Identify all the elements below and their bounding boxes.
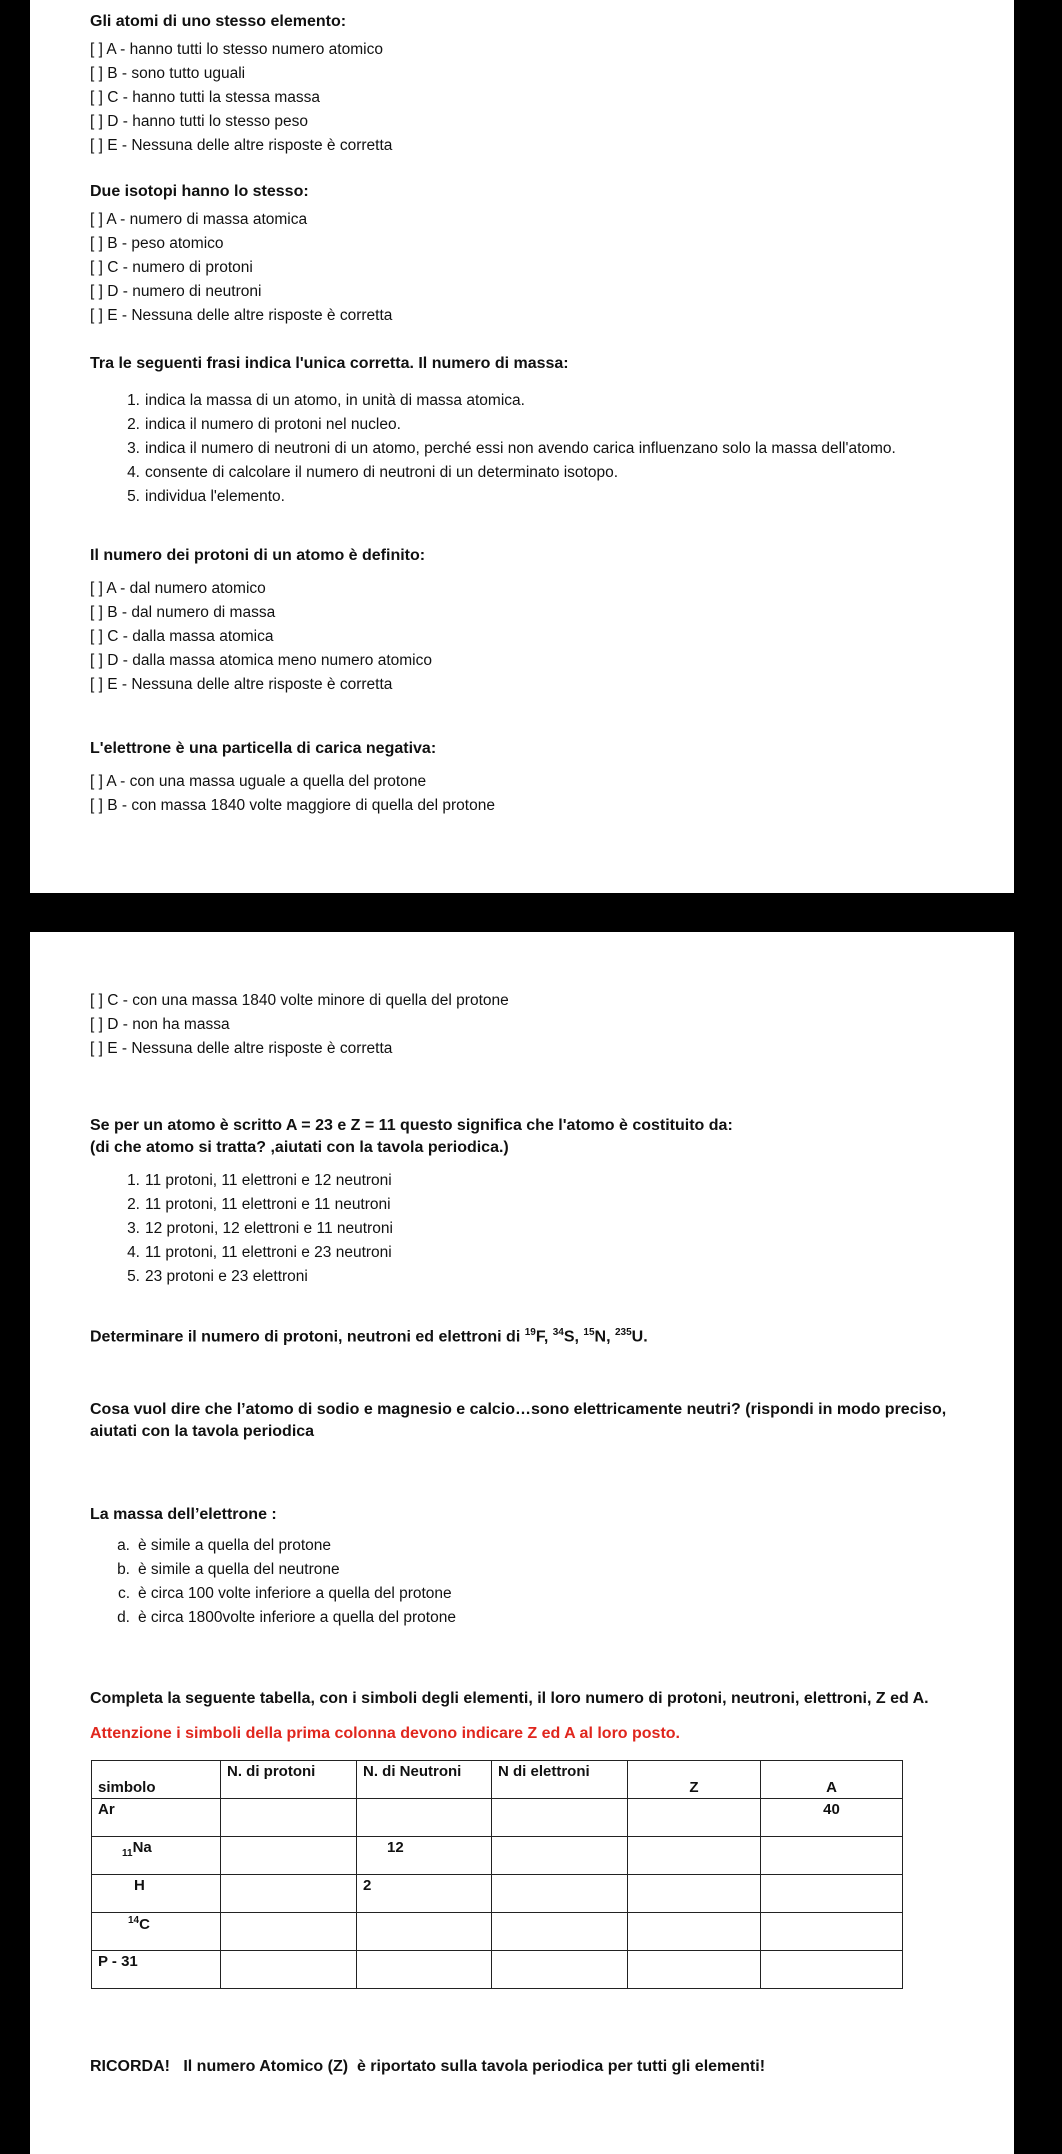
question-title: La massa dell’elettrone : [90,1506,277,1523]
cell-elettroni[interactable] [492,1913,628,1951]
answer-option-c[interactable]: [ ] C - dalla massa atomica [90,628,274,645]
document-page-1 [30,0,1014,893]
cell-a[interactable] [761,1837,903,1875]
question-isotopi [90,181,994,328]
answer-item[interactable]: a. è simile a quella del protone [117,1537,332,1554]
question-atomi-stesso-elemento [90,11,994,158]
table-row [92,1913,903,1951]
question-title: Il numero dei protoni di un atomo è definito: [90,547,426,564]
answer-item[interactable]: b. è simile a quella del neutrone [117,1561,340,1578]
answer-option-e[interactable]: [ ] E - Nessuna delle altre risposte è corretta [90,137,393,154]
header-elettroni: N di elettroni [492,1761,628,1799]
answer-item[interactable]: d. è circa 1800volte inferiore a quella del protone [117,1609,456,1626]
answer-option-a[interactable]: [ ] A - hanno tutti lo stesso numero atomico [90,41,383,58]
answer-option-c[interactable]: [ ] C - con una massa 1840 volte minore di quella del protone [90,992,509,1009]
answer-option-a[interactable]: [ ] A - dal numero atomico [90,580,266,597]
cell-neutroni[interactable] [357,1951,492,1989]
question-elettricamente-neutri [90,1399,994,1443]
question-isotopi-determinare [90,1322,994,1348]
answer-item[interactable]: 1. indica la massa di un atomo, in unità di massa atomica. [127,392,525,409]
answer-item[interactable]: 4. 11 protoni, 11 elettroni e 23 neutroni [127,1244,392,1261]
cell-z[interactable] [628,1875,761,1913]
question-numero-protoni [90,545,994,697]
cell-a[interactable] [761,1951,903,1989]
cell-neutroni[interactable]: 12 [357,1837,492,1875]
cell-symbol[interactable]: H [92,1875,221,1913]
cell-z[interactable] [628,1837,761,1875]
answer-item[interactable]: 4. consente di calcolare il numero di neutroni di un determinato isotopo. [127,464,619,481]
table-row [92,1951,903,1989]
answer-option-d[interactable]: [ ] D - numero di neutroni [90,283,262,300]
answer-item[interactable]: 5. 23 protoni e 23 elettroni [127,1268,308,1285]
answer-option-e[interactable]: [ ] E - Nessuna delle altre risposte è corretta [90,307,393,324]
question-a23-z11 [90,1115,994,1289]
numbered-answer-list [90,1169,994,1289]
question-title: Determinare il numero di protoni, neutroni ed elettroni di $^{19}$F, $^{34}$S, $^{15}$N, $^{235}$U. [90,1327,648,1346]
question-numero-di-massa [90,353,994,509]
cell-a[interactable]: 40 [761,1799,903,1837]
cell-a[interactable] [761,1913,903,1951]
answer-option-c[interactable]: [ ] C - numero di protoni [90,259,253,276]
question-elettrone-carica-continued [90,989,994,1061]
header-z: Z [628,1761,761,1799]
cell-symbol[interactable]: $^{14}$C [92,1913,221,1951]
cell-symbol[interactable]: P - 31 [92,1951,221,1989]
cell-z[interactable] [628,1913,761,1951]
cell-symbol[interactable]: Ar [92,1799,221,1837]
answer-option-d[interactable]: [ ] D - dalla massa atomica meno numero atomico [90,652,432,669]
answer-option-b[interactable]: [ ] B - sono tutto uguali [90,65,246,82]
answer-option-c[interactable]: [ ] C - hanno tutti la stessa massa [90,89,321,106]
cell-z[interactable] [628,1799,761,1837]
answer-option-e[interactable]: [ ] E - Nessuna delle altre risposte è corretta [90,676,393,693]
elements-table [91,1760,903,1989]
question-title: Gli atomi di uno stesso elemento: [90,13,347,30]
header-protoni: N. di protoni [221,1761,357,1799]
question-title: Completa la seguente tabella, con i simboli degli elementi, il loro numero di protoni, neutroni, elettroni, Z ed A. [90,1690,929,1707]
cell-neutroni[interactable] [357,1799,492,1837]
cell-elettroni[interactable] [492,1799,628,1837]
question-title: Due isotopi hanno lo stesso: [90,183,309,200]
answer-option-a[interactable]: [ ] A - con una massa uguale a quella del protone [90,773,427,790]
table-row [92,1799,903,1837]
answer-option-b[interactable]: [ ] B - dal numero di massa [90,604,276,621]
table-row [92,1875,903,1913]
question-elettrone-carica [90,738,994,818]
answer-item[interactable]: 3. indica il numero di neutroni di un atomo, perché essi non avendo carica influenzano solo la massa dell'atomo. [127,440,896,457]
question-title: Se per un atomo è scritto A = 23 e Z = 11 questo significa che l'atomo è costituito da: [90,1117,733,1134]
answer-item[interactable]: 1. 11 protoni, 11 elettroni e 12 neutroni [127,1172,392,1189]
question-subtitle: (di che atomo si tratta? ,aiutati con la tavola periodica.) [90,1139,509,1156]
warning-text: Attenzione i simboli della prima colonna devono indicare Z ed A al loro posto. [90,1725,680,1742]
cell-elettroni[interactable] [492,1837,628,1875]
answer-item[interactable]: 5. individua l'elemento. [127,488,285,505]
answer-option-b[interactable]: [ ] B - con massa 1840 volte maggiore di quella del protone [90,797,495,814]
cell-z[interactable] [628,1951,761,1989]
cell-a[interactable] [761,1875,903,1913]
answer-option-e[interactable]: [ ] E - Nessuna delle altre risposte è corretta [90,1040,393,1057]
question-title-continued: aiutati con la tavola periodica [90,1423,315,1440]
cell-symbol[interactable]: $_{11}$Na [92,1837,221,1875]
cell-protoni[interactable] [221,1875,357,1913]
cell-protoni[interactable] [221,1951,357,1989]
question-massa-elettrone [90,1504,994,1630]
cell-elettroni[interactable] [492,1951,628,1989]
header-neutroni: N. di Neutroni [357,1761,492,1799]
answer-item[interactable]: 2. 11 protoni, 11 elettroni e 11 neutroni [127,1196,391,1213]
numbered-answer-list [90,389,994,509]
answer-item[interactable]: 3. 12 protoni, 12 elettroni e 11 neutroni [127,1220,393,1237]
question-title: Cosa vuol dire che l’atomo di sodio e magnesio e calcio…sono elettricamente neutri? (rispondi in modo preciso, [90,1401,947,1418]
table-header-row [92,1761,903,1799]
answer-item[interactable]: c. è circa 100 volte inferiore a quella del protone [117,1585,452,1602]
answer-item[interactable]: 2. indica il numero di protoni nel nucleo. [127,416,401,433]
cell-neutroni[interactable] [357,1913,492,1951]
cell-neutroni[interactable]: 2 [357,1875,492,1913]
reminder-text: RICORDA! Il numero Atomico (Z) è riportato sulla tavola periodica per tutti gli elementi! [90,2058,766,2075]
answer-option-d[interactable]: [ ] D - non ha massa [90,1016,230,1033]
question-title: Tra le seguenti frasi indica l'unica corretta. Il numero di massa: [90,355,569,372]
table-row [92,1837,903,1875]
answer-option-d[interactable]: [ ] D - hanno tutti lo stesso peso [90,113,308,130]
question-title: L'elettrone è una particella di carica negativa: [90,740,437,757]
document-page-2 [30,932,1014,2154]
question-completa-tabella [90,1688,994,1745]
answer-option-b[interactable]: [ ] B - peso atomico [90,235,224,252]
cell-protoni[interactable] [221,1837,357,1875]
cell-protoni[interactable] [221,1913,357,1951]
header-simbolo: simbolo [92,1761,221,1799]
cell-protoni[interactable] [221,1799,357,1837]
footer-note [90,2056,994,2078]
cell-elettroni[interactable] [492,1875,628,1913]
lettered-answer-list [90,1534,994,1630]
header-a: A [761,1761,903,1799]
answer-option-a[interactable]: [ ] A - numero di massa atomica [90,211,308,228]
